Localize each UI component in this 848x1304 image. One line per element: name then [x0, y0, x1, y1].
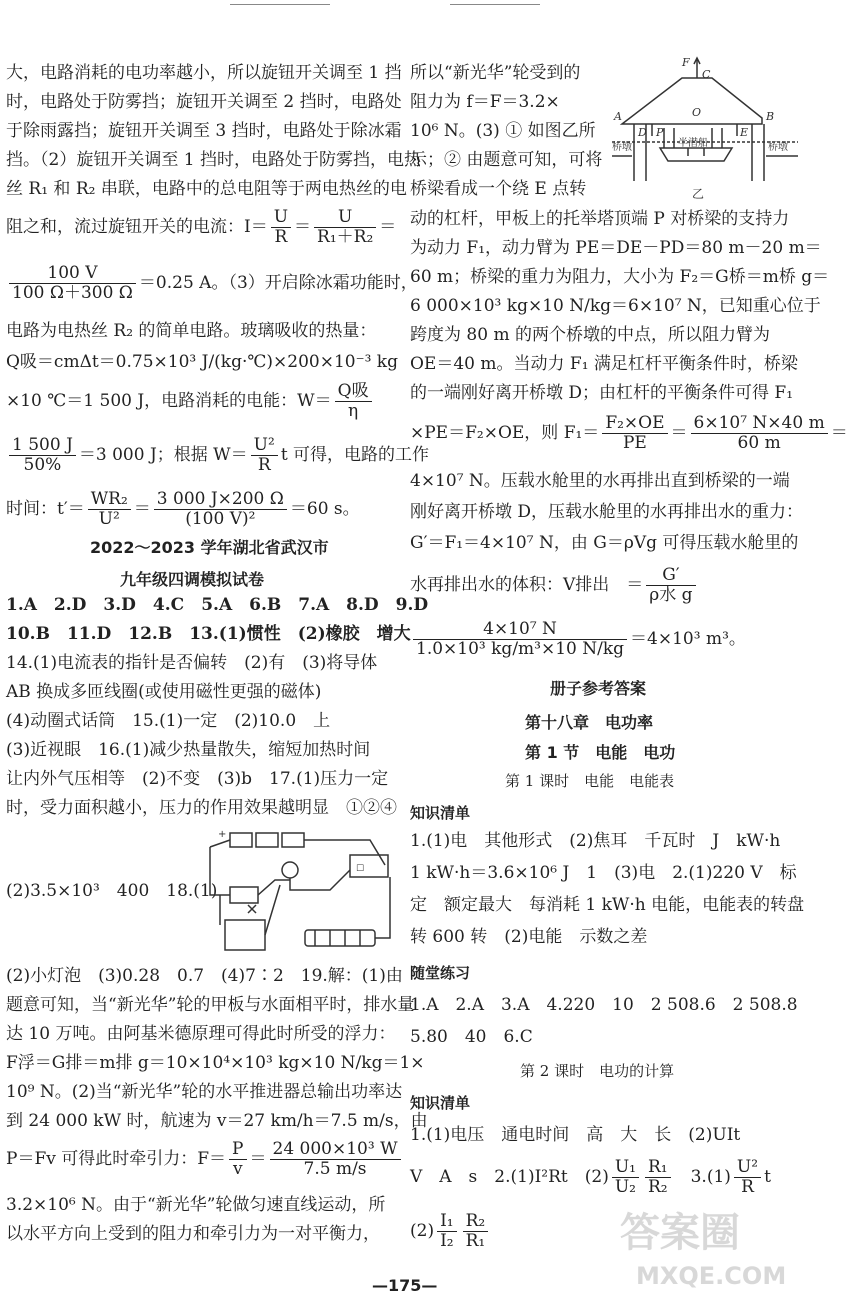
answer-line: (2)小灯泡 (3)0.28 0.7 (4)7∶2 19.解：(1)由 [6, 966, 403, 986]
fraction [251, 436, 278, 475]
numerator: U [271, 208, 291, 228]
answer-line: 14.(1)电流表的指针是否偏转 (2)有 (3)将导体 [6, 653, 378, 673]
answer-line: 让内外气压相等 (2)不变 (3)b 17.(1)压力一定 [6, 769, 389, 789]
numerator: U² [734, 1158, 761, 1178]
figure-caption: 乙 [692, 187, 705, 201]
denominator: R [257, 455, 271, 475]
text-line: 刚好离开桥墩 D，压载水舱里的水再排出水的重力： [410, 502, 804, 522]
text-line: 挡。（2）旋钮开关调至 1 挡时，电路处于防雾挡，电热 [6, 150, 421, 170]
answer-line: 1 kW·h＝3.6×10⁶ J 1 (3)电 2.(1)220 V 标 [410, 863, 797, 883]
denominator: 1.0×10³ kg/m³×10 N/kg [416, 639, 625, 659]
formula-text: ×10 ℃＝1 500 J，电路消耗的电能：W＝ [6, 391, 332, 411]
text-line: 动的杠杆，甲板上的托举塔顶端 P 对桥梁的支持力 [410, 209, 790, 229]
numerator: WR₂ [88, 490, 131, 510]
denominator: 50% [23, 455, 62, 475]
fraction [645, 1158, 671, 1197]
formula-line [6, 1140, 404, 1179]
formula-text: 3.(1) [673, 1167, 731, 1187]
numerator: U² [251, 436, 278, 456]
denominator: I₂ [440, 1231, 454, 1251]
knowledge-heading: 知识清单 [410, 804, 471, 822]
answer-line: 以水平方向上受到的阻力和牵引力为一对平衡力， [6, 1224, 380, 1244]
denominator: R₁＋R₂ [317, 227, 374, 247]
numerator: G′ [646, 566, 695, 586]
formula-text: ＝ [249, 1149, 267, 1169]
denominator: 60 m [737, 433, 781, 453]
fraction [9, 264, 136, 303]
denominator: ρ水 g [649, 585, 693, 605]
answer-line: 达 10 万吨。由阿基米德原理可得此时所受的浮力： [6, 1024, 396, 1044]
numerator: 24 000×10³ W [270, 1140, 401, 1160]
denominator: (100 V)² [185, 509, 256, 529]
label-P: P [656, 126, 664, 139]
fraction [154, 490, 287, 529]
label-A: A [614, 110, 622, 123]
top-rule [230, 4, 330, 5]
svg-text:MXQE.COM: MXQE.COM [636, 1262, 787, 1290]
formula-text: t 可得，电路的工作 [280, 445, 430, 465]
fraction [734, 1158, 761, 1197]
answer-line: (3)近视眼 16.(1)减少热量散失，缩短加热时间 [6, 740, 371, 760]
label-O: O [692, 106, 702, 119]
numerator: 3 000 J×200 Ω [154, 490, 287, 510]
label-D: D [638, 126, 647, 139]
formula-text: ＝ [379, 217, 397, 237]
fraction [602, 414, 667, 453]
denominator: U² [98, 509, 120, 529]
label-E: E [740, 126, 749, 139]
label-ship: 半潜船 [678, 138, 708, 149]
formula-line [410, 1158, 771, 1197]
text-line: 大，电路消耗的电功率越小，所以旋钮开关调至 1 挡 [6, 63, 402, 83]
label-C: C [702, 68, 711, 81]
formula-text: (2) [410, 1221, 435, 1241]
answer-line: F浮＝G排＝m排 g＝10×10⁴×10³ kg×10 N/kg＝1× [6, 1053, 425, 1073]
formula-line [410, 1212, 491, 1251]
text-line: G′＝F₁＝4×10⁷ N，由 G＝ρVg 可得压载水舱里的 [410, 533, 799, 553]
fraction [413, 620, 627, 659]
text-line: 6 000×10³ kg×10 N/kg＝6×10⁷ N，已知重心位于 [410, 296, 821, 316]
answer-line: 1.(1)电压 通电时间 高 大 长 (2)UIt [410, 1125, 741, 1145]
denominator: 7.5 m/s [303, 1159, 367, 1179]
formula-line [410, 566, 699, 605]
svg-text:+: + [218, 829, 227, 840]
fraction [437, 1212, 457, 1251]
formula-text: ＝ [133, 499, 151, 519]
fraction [335, 382, 372, 421]
numerator: 1 500 J [9, 436, 76, 456]
answer-line: 题意可知，当“新光华”轮的甲板与水面相平时，排水量 [6, 995, 415, 1015]
fraction [314, 208, 376, 247]
label-F: F [682, 56, 690, 69]
svg-text:☐: ☐ [356, 864, 365, 874]
numerator: 4×10⁷ N [413, 620, 627, 640]
exam-subheading: 九年级四调模拟试卷 [120, 570, 265, 589]
fraction [691, 414, 828, 453]
formula-text: ＝ [294, 217, 312, 237]
formula-text: P＝Fv 可得此时牵引力：F＝ [6, 1149, 227, 1169]
denominator: PE [622, 433, 647, 453]
svg-text:答案圈: 答案圈 [620, 1210, 740, 1256]
answer-line: 5.80 40 6.C [410, 1027, 533, 1047]
numerator: F₂×OE [602, 414, 667, 434]
fraction [88, 490, 131, 529]
fraction [9, 436, 76, 475]
fraction [463, 1212, 489, 1251]
label-pier-left: 桥墩 [612, 142, 632, 153]
denominator: R₂ [647, 1177, 668, 1197]
answer-line: 1.A 2.A 3.A 4.220 10 2 508.6 2 508.8 [410, 995, 798, 1015]
watermark-logo [616, 1202, 786, 1296]
formula-text: ＝ [670, 423, 688, 443]
numerator: U₁ [612, 1158, 639, 1178]
answer-line: 到 24 000 kW 时，航速为 v＝27 km/h＝7.5 m/s，由 [6, 1111, 428, 1131]
answer-line: 1.A 2.D 3.D 4.C 5.A 6.B 7.A 8.D 9.D [6, 595, 429, 615]
lesson-heading: 第 1 课时 电能 电能表 [505, 772, 675, 790]
top-rule [450, 4, 540, 5]
text-line: 为动力 F₁，动力臂为 PE＝DE－PD＝80 m－20 m＝ [410, 238, 822, 258]
answer-line: (4)动圈式话筒 15.(1)一定 (2)10.0 上 [6, 711, 331, 731]
numerator: R₂ [463, 1212, 489, 1232]
fraction [229, 1140, 246, 1179]
text-line: 丝 R₁ 和 R₂ 串联，电路中的总电阻等于两电热丝的电 [6, 179, 407, 199]
answer-line: 10.B 11.D 12.B 13.(1)惯性 (2)橡胶 增大 [6, 624, 411, 644]
answer-line: 转 600 转 (2)电能 示数之差 [410, 927, 648, 947]
text-line: 的一端刚好离开桥墩 D；由杠杆的平衡条件可得 F₁ [410, 383, 794, 403]
circuit-diagram [190, 825, 400, 960]
text-line: 时，电路处于防雾挡；旋钮开关调至 2 挡时，电路处 [6, 92, 402, 112]
denominator: R [274, 227, 288, 247]
section-title: 册子参考答案 [550, 679, 647, 698]
label-B: B [766, 110, 775, 123]
formula-line [6, 490, 360, 529]
formula-text: 阻之和，流过旋钮开关的电流：I＝ [6, 217, 268, 237]
formula-line [6, 382, 375, 421]
formula-text: 时间：t′＝ [6, 499, 85, 519]
text-line: 示；② 由题意可知，可将 [410, 150, 603, 170]
formula-line [410, 620, 746, 659]
chapter-title: 第十八章 电功率 [525, 713, 654, 732]
numerator: U [314, 208, 376, 228]
answer-line: 时，受力面积越小，压力的作用效果越明显 ①②④ [6, 798, 397, 818]
denominator: 100 Ω＋300 Ω [12, 283, 133, 303]
formula-text: ＝4×10³ m³。 [630, 629, 746, 649]
section-heading: 第 1 节 电能 电功 [525, 743, 676, 762]
formula-text: ×PE＝F₂×OE，则 F₁＝ [410, 423, 600, 443]
numerator: I₁ [437, 1212, 457, 1232]
answer-line: (2)3.5×10³ 400 18.(1) [6, 881, 218, 901]
formula-text: V A s 2.(1)I²Rt (2) [410, 1167, 609, 1187]
text-line: 4×10⁷ N。压载水舱里的水再排出直到桥梁的一端 [410, 471, 790, 491]
text-line: 阻力为 f＝F＝3.2× [410, 92, 560, 112]
denominator: U₂ [614, 1177, 636, 1197]
formula-text: ＝0.25 A。（3）开启除冰霜功能时， [138, 273, 418, 293]
numerator: R₁ [645, 1158, 671, 1178]
fraction [646, 566, 695, 605]
numerator: 100 V [9, 264, 136, 284]
formula-text: t [764, 1167, 771, 1187]
page-number: —175— [372, 1276, 438, 1295]
formula-text: ＝60 s。 [289, 499, 360, 519]
answer-line: 定 额定最大 每消耗 1 kW·h 电能，电能表的转盘 [410, 895, 805, 915]
numerator: 6×10⁷ N×40 m [691, 414, 828, 434]
formula-line [6, 264, 418, 303]
formula-line [6, 208, 396, 247]
numerator: P [229, 1140, 246, 1160]
text-line: 电路为电热丝 R₂ 的简单电路。玻璃吸收的热量： [6, 321, 377, 341]
denominator: η [348, 401, 359, 421]
answer-line: 3.2×10⁶ N。由于“新光华”轮做匀速直线运动，所 [6, 1195, 386, 1215]
fraction [612, 1158, 639, 1197]
fraction [271, 208, 291, 247]
answer-line: 1.(1)电 其他形式 (2)焦耳 千瓦时 J kW·h [410, 831, 781, 851]
formula-line [410, 414, 848, 453]
numerator: Q吸 [335, 382, 372, 402]
knowledge-heading: 知识清单 [410, 1094, 471, 1112]
text-line: 于除雨露挡；旋钮开关调至 3 挡时，电路处于除冰霜 [6, 121, 402, 141]
answer-line: AB 换成多匝线圈(或使用磁性更强的磁体) [6, 682, 322, 702]
lesson-heading: 第 2 课时 电功的计算 [520, 1062, 675, 1080]
denominator: R₁ [465, 1231, 486, 1251]
bridge-lever-figure [612, 56, 798, 206]
formula-text: 水再排出水的体积：V排出 ＝ [410, 575, 644, 595]
text-line: 所以“新光华”轮受到的 [410, 63, 581, 83]
denominator: R [741, 1177, 754, 1197]
text-line: 10⁶ N。(3) ① 如图乙所 [410, 121, 596, 141]
text-line: Q吸＝cmΔt＝0.75×10³ J/(kg·℃)×200×10⁻³ kg [6, 352, 398, 372]
practice-heading: 随堂练习 [410, 964, 471, 982]
label-pier-right: 桥墩 [768, 142, 788, 153]
text-line: 60 m；桥梁的重力为阻力，大小为 F₂＝G桥＝m桥 g＝ [410, 267, 830, 287]
text-line: 桥梁看成一个绕 E 点转 [410, 179, 587, 199]
formula-text: ＝3 000 J；根据 W＝ [78, 445, 248, 465]
formula-line [6, 436, 429, 475]
text-line: 跨度为 80 m 的两个桥墩的中点，所以阻力臂为 [410, 325, 770, 345]
exam-heading: 2022～2023 学年湖北省武汉市 [90, 538, 329, 557]
text-line: OE＝40 m。当动力 F₁ 满足杠杆平衡条件时，桥梁 [410, 354, 798, 374]
denominator: v [232, 1159, 243, 1179]
fraction [270, 1140, 401, 1179]
formula-text: ＝ [830, 423, 848, 443]
answer-line: 10⁹ N。(2)当“新光华”轮的水平推进器总输出功率达 [6, 1082, 403, 1102]
